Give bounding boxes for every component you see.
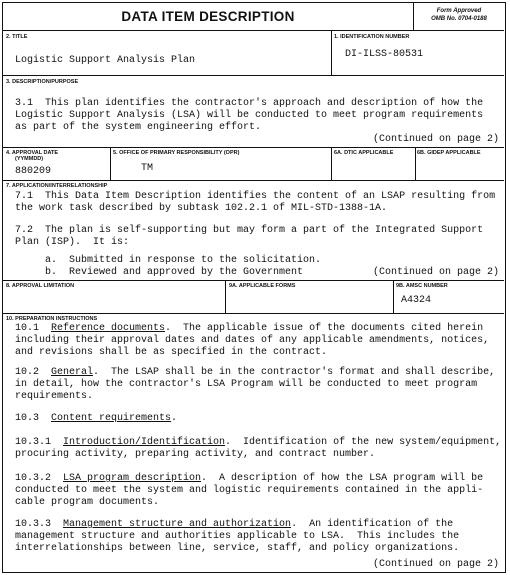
approval-limitation-label: 8. APPROVAL LIMITATION xyxy=(6,283,75,289)
approval-row-divider xyxy=(110,148,111,181)
instruction-heading: Content requirements xyxy=(51,413,172,424)
description-continued: (Continued on page 2) xyxy=(372,134,499,145)
application-continued: (Continued on page 2) xyxy=(372,267,499,278)
limitation-row-divider xyxy=(393,281,394,314)
description-line: 3.1 This plan identifies the contractor's approach and description of how the xyxy=(15,98,484,109)
dtic-applicable-label: 6A. DTIC APPLICABLE xyxy=(334,150,394,156)
description-label: 3. DESCRIPTION/PURPOSE xyxy=(6,79,79,85)
application-line: the work task described by subtask 102.2.1 of MIL-STD-1388-1A. xyxy=(15,203,388,214)
description-line: Logistic Support Analysis (LSA) will be conducted to meet program requirements xyxy=(15,110,484,121)
title-row-divider xyxy=(331,31,332,76)
form-approved-text: Form Approved xyxy=(436,8,482,14)
application-line: 7.2 The plan is self-supporting but may form a part of the Integrated Support xyxy=(15,225,484,236)
instruction-paragraph: 10.3 Content requirements. xyxy=(15,413,178,424)
application-line: a. Submitted in response to the solicitation. xyxy=(15,255,322,266)
data-item-description-form xyxy=(2,2,506,573)
approval-date-value: 880209 xyxy=(15,166,52,177)
instruction-line: in detail, how the contractor's LSA Program will be conducted to meet program xyxy=(15,379,478,390)
form-header xyxy=(3,3,504,31)
opr-value: TM xyxy=(141,163,154,174)
instruction-heading: Management structure and authorization xyxy=(63,519,292,530)
instruction-line: and revisions shall be as specified in the contract. xyxy=(15,347,328,358)
description-line: as part of the system engineering effort. xyxy=(15,122,262,133)
omb-number: OMB No. 0704-0188 xyxy=(431,16,487,22)
form-title: DATA ITEM DESCRIPTION xyxy=(121,9,295,24)
limitation-row-divider xyxy=(225,281,226,314)
identification-number-value: DI-ILSS-80531 xyxy=(345,49,424,60)
instructions-continued: (Continued on page 2) xyxy=(372,559,499,570)
application-label: 7. APPLICATION/INTERRELATIONSHIP xyxy=(6,183,108,189)
instruction-heading: Introduction/Identification xyxy=(63,437,226,448)
instruction-line: requirements. xyxy=(15,391,94,402)
identification-number-label: 1. IDENTIFICATION NUMBER xyxy=(334,34,410,40)
instruction-heading: Reference documents xyxy=(51,323,166,334)
instruction-line: interrelationships between line, service, staff, and policy organizations. xyxy=(15,543,460,554)
instruction-line: conducted to meet the system and logistic requirements contained in the appli- xyxy=(15,485,484,496)
instruction-line: including their approval dates and dates of any applicable amendments, notices, xyxy=(15,335,490,346)
amsc-number-label: 9B. AMSC NUMBER xyxy=(396,283,448,289)
instruction-paragraph: 10.1 Reference documents. The applicable issue of the documents cited herein xyxy=(15,323,484,334)
instruction-heading: LSA program description xyxy=(63,473,202,484)
gidep-applicable-label: 6B. GIDEP APPLICABLE xyxy=(417,150,481,156)
instruction-line: management structure and authorities applicable to LSA. This includes the xyxy=(15,531,460,542)
instruction-heading: General xyxy=(51,367,94,378)
preparation-instructions-label: 10. PREPARATION INSTRUCTIONS xyxy=(6,316,98,322)
instruction-paragraph: 10.3.2 LSA program description. A description of how the LSA program will be xyxy=(15,473,484,484)
amsc-number-value: A4324 xyxy=(401,295,432,306)
instruction-paragraph: 10.3.1 Introduction/Identification. Identification of the new system/equipment, xyxy=(15,437,502,448)
application-line: b. Reviewed and approved by the Government xyxy=(15,267,304,278)
form-approval-note xyxy=(413,3,504,31)
title-label: 2. TITLE xyxy=(6,34,28,40)
instruction-line: procuring activity, preparing activity, and contract number. xyxy=(15,449,376,460)
instruction-paragraph: 10.2 General. The LSAP shall be in the contractor's format and shall describe, xyxy=(15,367,496,378)
approval-date-format: (YYMMDD) xyxy=(15,156,44,162)
approval-row-divider xyxy=(415,148,416,181)
approval-date-label: 4. APPROVAL DATE xyxy=(6,150,59,156)
instruction-line: cable program documents. xyxy=(15,497,160,508)
title-row xyxy=(3,31,504,76)
opr-label: 5. OFFICE OF PRIMARY RESPONSIBILITY (OPR) xyxy=(113,150,240,156)
applicable-forms-label: 9A. APPLICABLE FORMS xyxy=(229,283,296,289)
instruction-paragraph: 10.3.3 Management structure and authorization. An identification of the xyxy=(15,519,454,530)
title-value: Logistic Support Analysis Plan xyxy=(15,55,196,66)
approval-row-divider xyxy=(331,148,332,181)
application-line: Plan (ISP). It is: xyxy=(15,237,130,248)
application-line: 7.1 This Data Item Description identifies the content of an LSAP resulting from xyxy=(15,191,496,202)
